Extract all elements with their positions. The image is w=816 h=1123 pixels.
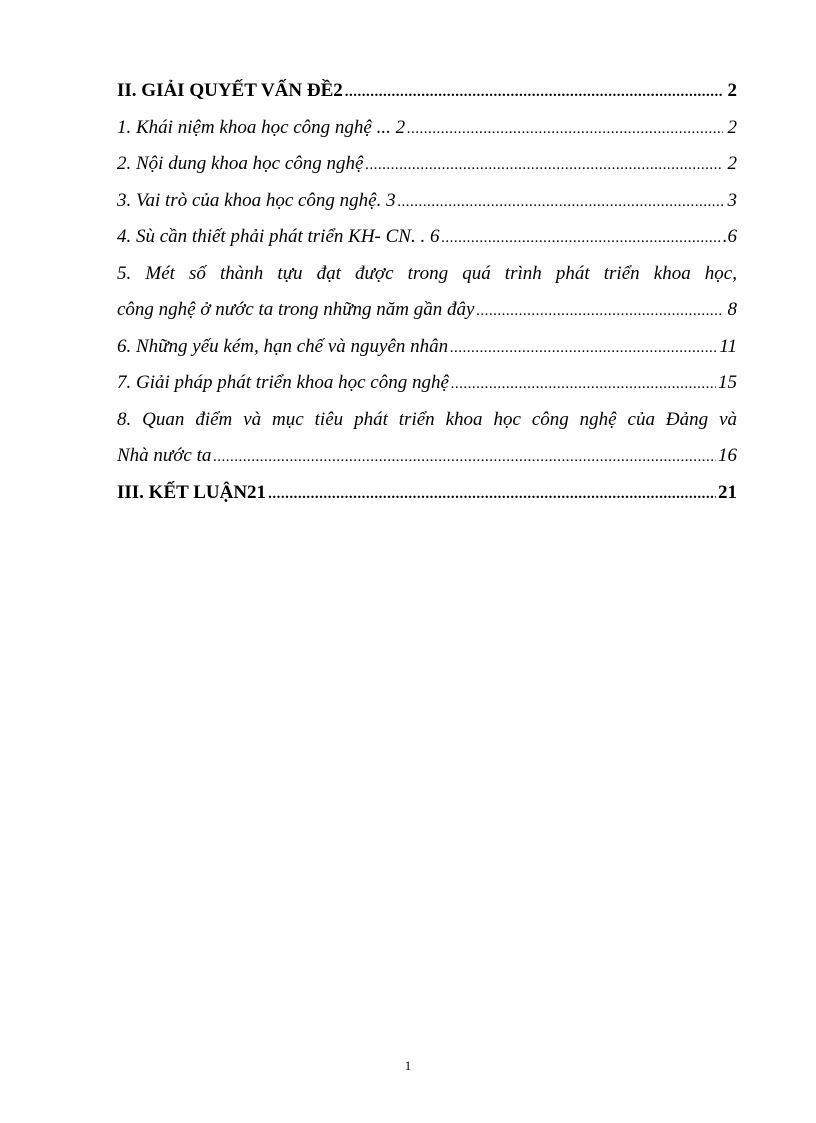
toc-entry-text: công nghệ ở nước ta trong những năm gần đây [117, 299, 475, 320]
toc-entry-text: 6. Những yếu kém, hạn chế và nguyên nhân [117, 335, 449, 357]
toc-entry-page: 2 [727, 80, 737, 101]
toc-entry-page: 21 [718, 481, 737, 503]
toc-leader-dots [407, 111, 723, 148]
page-number: 1 [404, 1058, 412, 1073]
toc-leader-dots [365, 147, 723, 184]
toc-entry-text: Nhà nước ta [117, 445, 212, 466]
toc-leader-dots [213, 439, 716, 476]
toc-leader-dots [268, 476, 716, 513]
toc-entry-section-ii[interactable] [117, 73, 737, 110]
toc-leader-dots [451, 366, 716, 403]
toc-leader-dots [450, 330, 717, 367]
toc-entry-5-line1[interactable] [117, 256, 737, 293]
toc-entry-section-iii[interactable] [117, 475, 737, 512]
toc-entry-5-line2[interactable] [117, 292, 737, 329]
toc-entry-page: .6 [722, 226, 737, 247]
toc-entry-page: 3 [727, 189, 737, 211]
toc-entry-text: III. KẾT LUẬN21 [117, 481, 267, 503]
toc-entry-page: 8 [727, 299, 737, 320]
toc-entry-3[interactable] [117, 183, 737, 220]
toc-entry-2[interactable] [117, 146, 737, 183]
toc-entry-text: 1. Khái niệm khoa học công nghệ ... 2 [117, 116, 406, 138]
toc-entry-page: 11 [719, 335, 737, 357]
toc-entry-page: 15 [718, 372, 737, 393]
toc-entry-text: 3. Vai trò của khoa học công nghệ. 3 [117, 189, 396, 211]
toc-entry-text: 2. Nội dung khoa học công nghệ [117, 153, 364, 174]
toc-entry-7[interactable] [117, 365, 737, 402]
toc-entry-text: 4. Sù cần thiết phải phát triển KH- CN. . 6 [117, 226, 440, 247]
toc-entry-4[interactable] [117, 219, 737, 256]
toc-leader-dots [398, 184, 723, 221]
toc-entry-text: II. GIẢI QUYẾT VẤN ĐỀ2 [117, 80, 343, 101]
toc-entry-text: 7. Giải pháp phát triển khoa học công nghệ [117, 372, 449, 393]
toc-entry-text: 5. Mét số thành tựu đạt được trong quá trình phát triển khoa học, [117, 262, 737, 284]
toc-entry-text: 8. Quan điểm và mục tiêu phát triển khoa học công nghệ của Đảng và [117, 408, 737, 430]
toc-leader-dots [476, 293, 723, 330]
toc-leader-dots [345, 74, 723, 111]
toc-entry-page: 2 [727, 116, 737, 138]
toc-entry-page: 2 [727, 153, 737, 174]
toc-entry-8-line1[interactable] [117, 402, 737, 439]
toc-leader-dots [441, 220, 720, 257]
toc-entry-6[interactable] [117, 329, 737, 366]
toc-entry-8-line2[interactable] [117, 438, 737, 475]
table-of-contents [117, 73, 737, 511]
toc-entry-1[interactable] [117, 110, 737, 147]
toc-entry-page: 16 [718, 445, 737, 466]
